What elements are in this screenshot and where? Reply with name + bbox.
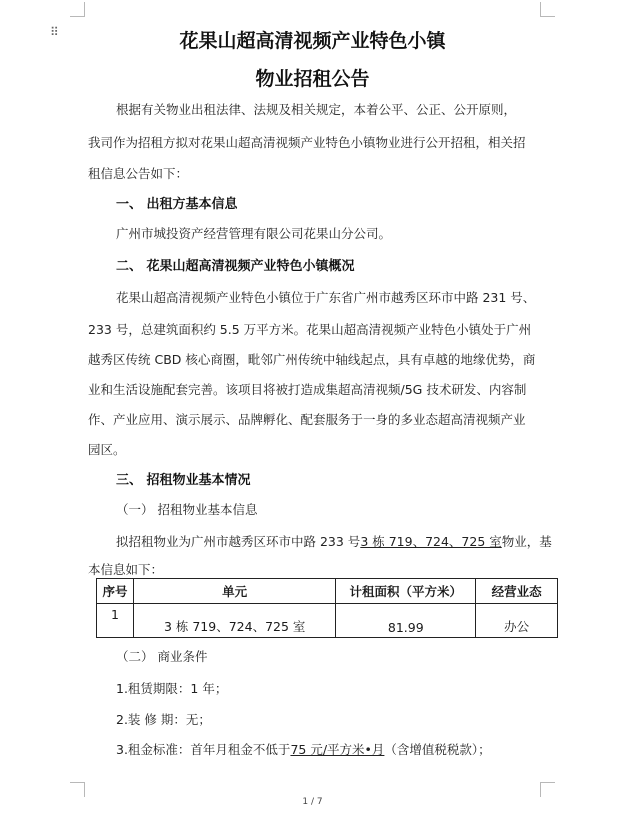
table-header-row bbox=[97, 579, 558, 604]
section-heading-1: 一、 出租方基本信息 bbox=[116, 197, 238, 212]
overview-paragraph-line: 花果山超高清视频产业特色小镇位于广东省广州市越秀区环市中路 231 号、 bbox=[116, 290, 536, 305]
document-title-line2: 物业招租公告 bbox=[255, 68, 370, 90]
property-info-line: 本信息如下： bbox=[88, 562, 164, 577]
overview-paragraph-line: 233 号，总建筑面积约 5.5 万平方米。花果山超高清视频产业特色小镇处于广州 bbox=[88, 322, 532, 337]
condition-item: 1.租赁期限：1 年； bbox=[116, 681, 228, 696]
intro-paragraph-line: 租信息公告如下： bbox=[88, 166, 189, 181]
page-number: 1 / 7 bbox=[302, 797, 323, 807]
table-header-cell: 经营业态 bbox=[476, 579, 558, 604]
table-row bbox=[97, 604, 558, 638]
property-unit-underlined: 3 栋 719、724、725 室 bbox=[360, 534, 502, 549]
table-cell-index: 1 bbox=[97, 604, 134, 638]
table-header-cell: 序号 bbox=[97, 579, 134, 604]
table-cell-area: 81.99 bbox=[336, 604, 476, 638]
drag-handle-icon[interactable]: ⠿ bbox=[50, 25, 60, 39]
page-corner-mark-top-left bbox=[70, 2, 85, 17]
lessor-name: 广州市城投资产经营管理有限公司花果山分公司。 bbox=[116, 226, 392, 241]
property-info-table bbox=[96, 578, 558, 638]
rent-standard-text: 3.租金标准：首年月租金不低于 bbox=[116, 742, 291, 757]
subsection-heading-2: （二） 商业条件 bbox=[116, 649, 208, 664]
intro-paragraph-line: 根据有关物业出租法律、法规及相关规定，本着公平、公正、公开原则， bbox=[116, 102, 517, 117]
subsection-heading-1: （一） 招租物业基本信息 bbox=[116, 502, 258, 517]
table-header-cell: 计租面积（平方米） bbox=[336, 579, 476, 604]
condition-item bbox=[116, 740, 491, 758]
section-heading-2: 二、 花果山超高清视频产业特色小镇概况 bbox=[116, 259, 355, 274]
overview-paragraph-line: 园区。 bbox=[88, 442, 126, 457]
overview-paragraph-line: 越秀区传统 CBD 核心商圈，毗邻广州传统中轴线起点，具有卓越的地缘优势，商 bbox=[88, 352, 536, 367]
page-corner-mark-bottom-left bbox=[70, 782, 85, 797]
property-info-text: 物业，基 bbox=[501, 534, 552, 549]
intro-paragraph-line: 我司作为招租方拟对花果山超高清视频产业特色小镇物业进行公开招租，相关招 bbox=[88, 135, 526, 150]
rent-standard-text: （含增值税税款）； bbox=[384, 742, 491, 757]
overview-paragraph-line: 业和生活设施配套完善。该项目将被打造成集超高清视频/5G 技术研发、内容制 bbox=[88, 382, 527, 397]
page-corner-mark-top-right bbox=[540, 2, 555, 17]
property-info-line bbox=[116, 532, 552, 550]
table-cell-usage: 办公 bbox=[476, 604, 558, 638]
table-cell-unit: 3 栋 719、724、725 室 bbox=[133, 604, 336, 638]
property-info-text: 拟招租物业为广州市越秀区环市中路 233 号 bbox=[116, 534, 361, 549]
page-corner-mark-bottom-right bbox=[540, 782, 555, 797]
condition-item: 2.装 修 期：无； bbox=[116, 712, 211, 727]
overview-paragraph-line: 作、产业应用、演示展示、品牌孵化、配套服务于一身的多业态超高清视频产业 bbox=[88, 412, 526, 427]
table-header-cell: 单元 bbox=[133, 579, 336, 604]
section-heading-3: 三、 招租物业基本情况 bbox=[116, 473, 251, 488]
document-title-line1: 花果山超高清视频产业特色小镇 bbox=[179, 30, 446, 52]
rent-price-underlined: 75 元/平方米•月 bbox=[290, 742, 385, 757]
